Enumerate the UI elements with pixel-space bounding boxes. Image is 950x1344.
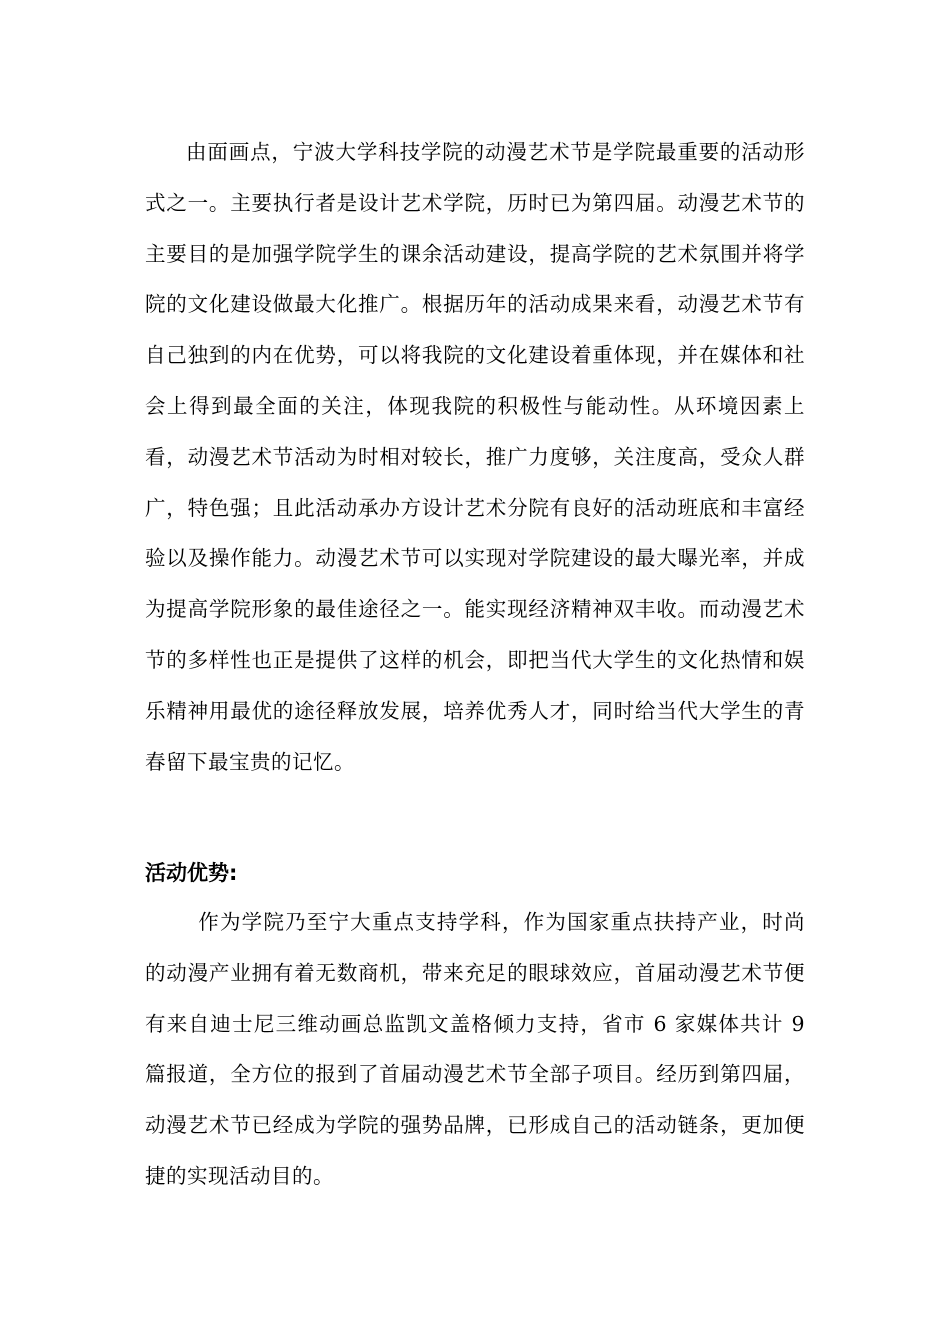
advantages-paragraph: 作为学院乃至宁大重点支持学科，作为国家重点扶持产业，时尚的动漫产业拥有着无数商机，带来充足的眼球效应，首届动漫艺术节便有来自迪士尼三维动画总监凯文盖格倾力支持，省市 6 家媒体共计 9 篇报道，全方位的报到了首届动漫艺术节全部子项目。经历到第四届，动漫艺术节已经成为学院的强势品牌，已形成自己的活动链条，更加便捷的实现活动目的。: [145, 910, 805, 1188]
section-heading-advantages: 活动优势:: [145, 861, 238, 885]
intro-paragraph: 由面画点，宁波大学科技学院的动漫艺术节是学院最重要的活动形式之一。主要执行者是设计艺术学院，历时已为第四届。动漫艺术节的主要目的是加强学院学生的课余活动建设，提高学院的艺术氛围并将学院的文化建设做最大化推广。根据历年的活动成果来看，动漫艺术节有自己独到的内在优势，可以将我院的文化建设着重体现，并在媒体和社会上得到最全面的关注，体现我院的积极性与能动性。从环境因素上看，动漫艺术节活动为时相对较长，推广力度够，关注度高，受众人群广，特色强；且此活动承办方设计艺术分院有良好的活动班底和丰富经验以及操作能力。动漫艺术节可以实现对学院建设的最大曝光率，并成为提高学院形象的最佳途径之一。能实现经济精神双丰收。而动漫艺术节的多样性也正是提供了这样的机会，即把当代大学生的文化热情和娱乐精神用最优的途径释放发展，培养优秀人才，同时给当代大学生的青春留下最宝贵的记忆。: [145, 140, 805, 774]
